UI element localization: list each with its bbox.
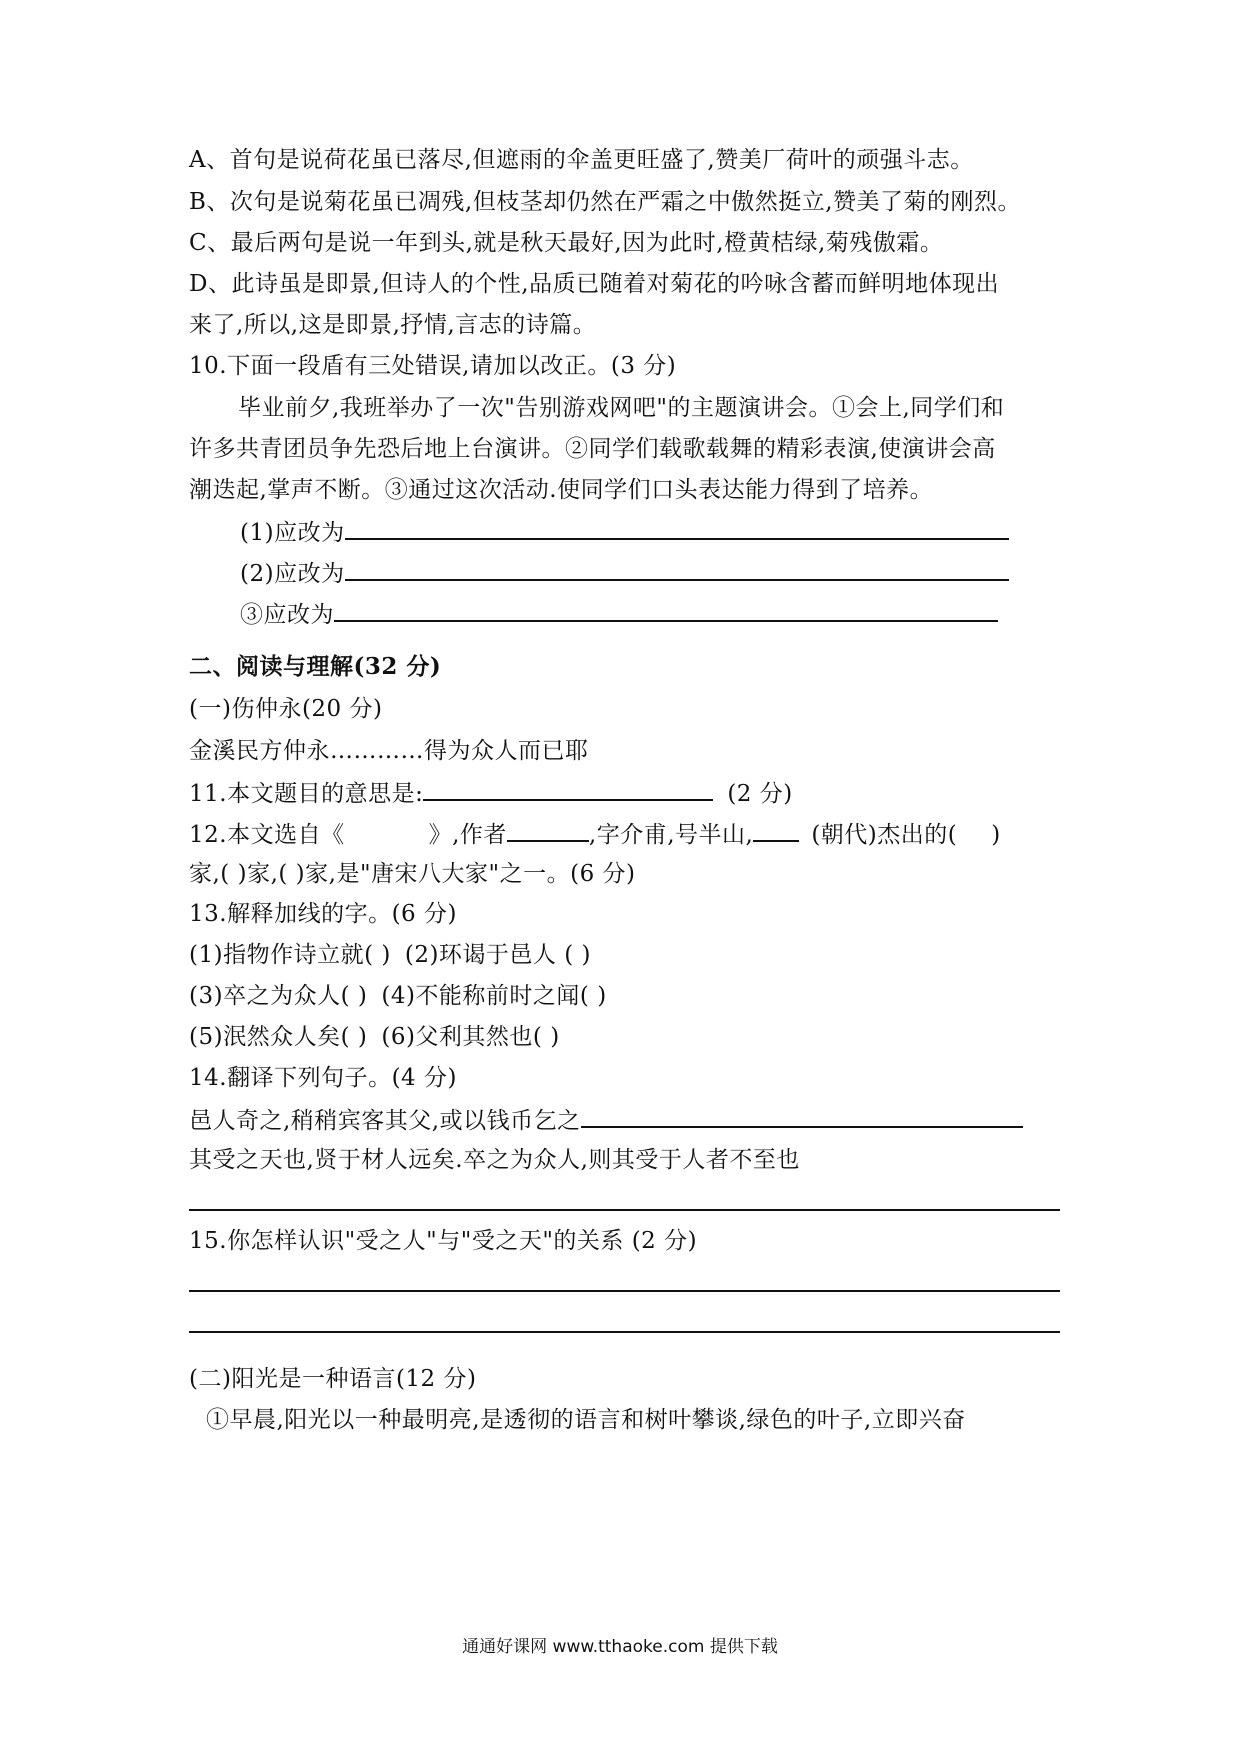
fix-2-label: (2)应改为: [240, 561, 345, 587]
question-13-row2: [189, 981, 607, 1011]
option-b: B、次句是说菊花虽已凋残,但枝茎却仍然在严霜之中傲然挺立,赞美了菊的刚烈。: [189, 189, 1022, 215]
question-14-blank1[interactable]: [581, 1104, 1023, 1128]
fix-3-row: [240, 598, 998, 630]
fix-2-blank[interactable]: [345, 557, 1009, 581]
question-10: 10.下面一段盾有三处错误,请加以改正。(3 分): [189, 353, 677, 379]
q13-item-1: (1)指物作诗立就( ): [189, 942, 391, 968]
subsection-1-heading: (一)伤仲永(20 分): [189, 696, 383, 722]
q13-item-2: (2)环谒于邑人 ( ): [404, 942, 591, 968]
fix-1-row: [240, 516, 1009, 548]
question-11: [189, 777, 793, 809]
passage-2-line1: ①早晨,阳光以一种最明亮,是透彻的语言和树叶攀谈,绿色的叶子,立即兴奋: [206, 1407, 966, 1433]
fix-3-label: ③应改为: [240, 602, 334, 628]
passage-10-line3: 潮迭起,掌声不断。③通过这次活动.使同学们口头表达能力得到了培养。: [189, 477, 934, 503]
q13-item-3: (3)卒之为众人( ): [189, 983, 368, 1009]
dynasty-blank[interactable]: [753, 818, 799, 842]
q13-item-6: (6)父利其然也( ): [381, 1024, 560, 1050]
question-15: 15.你怎样认识"受之人"与"受之天"的关系 (2 分): [189, 1228, 698, 1254]
question-13-row1: [189, 940, 591, 970]
question-12-line1: [189, 818, 1001, 850]
question-12-line2: 家,( )家,( )家,是"唐宋八大家"之一。(6 分): [189, 861, 636, 887]
question-15-answer-line1[interactable]: [189, 1290, 1060, 1292]
option-a: A、首句是说荷花虽已落尽,但遮雨的伞盖更旺盛了,赞美厂荷叶的顽强斗志。: [189, 147, 974, 173]
question-11-blank[interactable]: [423, 777, 713, 801]
fix-3-blank[interactable]: [334, 598, 998, 622]
question-12-part-e: ): [991, 822, 1001, 848]
footer-credit: 通通好课网 www.tthaoke.com 提供下载: [462, 1637, 778, 1657]
option-c: C、最后两句是说一年到头,就是秋天最好,因为此时,橙黄桔绿,菊残傲霜。: [189, 230, 944, 256]
question-14-answer-line[interactable]: [189, 1209, 1060, 1211]
excerpt-line: 金溪民方仲永…………得为众人而已耶: [189, 738, 589, 764]
question-11-text: 11.本文题目的意思是:: [189, 781, 424, 807]
question-12-part-a: 12.本文选自《: [189, 822, 345, 848]
section-2-heading: 二、阅读与理解(32 分): [189, 653, 442, 680]
question-12-part-d: (朝代)杰出的(: [811, 822, 958, 848]
subsection-2-heading: (二)阳光是一种语言(12 分): [189, 1366, 477, 1392]
question-14: 14.翻译下列句子。(4 分): [189, 1065, 457, 1091]
option-d-line1: D、此诗虽是即景,但诗人的个性,品质已随着对菊花的吟咏含蓄而鲜明地体现出: [189, 271, 1000, 297]
author-blank[interactable]: [507, 818, 589, 842]
fix-1-label: (1)应改为: [240, 520, 345, 546]
fix-1-blank[interactable]: [345, 516, 1009, 540]
fix-2-row: [240, 557, 1009, 589]
question-14-sentence1: [189, 1104, 1023, 1136]
option-d-line2: 来了,所以,这是即景,抒情,言志的诗篇。: [189, 312, 597, 338]
question-14-sentence1-text: 邑人奇之,稍稍宾客其父,或以钱币乞之: [189, 1108, 581, 1134]
question-14-sentence2: 其受之天也,贤于材人远矣.卒之为众人,则其受于人者不至也: [189, 1147, 800, 1173]
passage-10-line2: 许多共青团员争先恐后地上台演讲。②同学们载歌载舞的精彩表演,使演讲会高: [189, 436, 996, 462]
q13-item-5: (5)泯然众人矣( ): [189, 1024, 368, 1050]
question-12-part-c: ,字介甫,号半山,: [588, 822, 754, 848]
passage-10-line1: 毕业前夕,我班举办了一次"告别游戏网吧"的主题演讲会。①会上,同学们和: [238, 395, 1005, 421]
q13-item-4: (4)不能称前时之闻( ): [381, 983, 607, 1009]
question-12-part-b: 》,作者: [428, 822, 507, 848]
question-13-row3: [189, 1022, 560, 1052]
question-11-score: (2 分): [727, 781, 793, 807]
question-13: 13.解释加线的字。(6 分): [189, 901, 457, 927]
question-15-answer-line2[interactable]: [189, 1331, 1060, 1333]
